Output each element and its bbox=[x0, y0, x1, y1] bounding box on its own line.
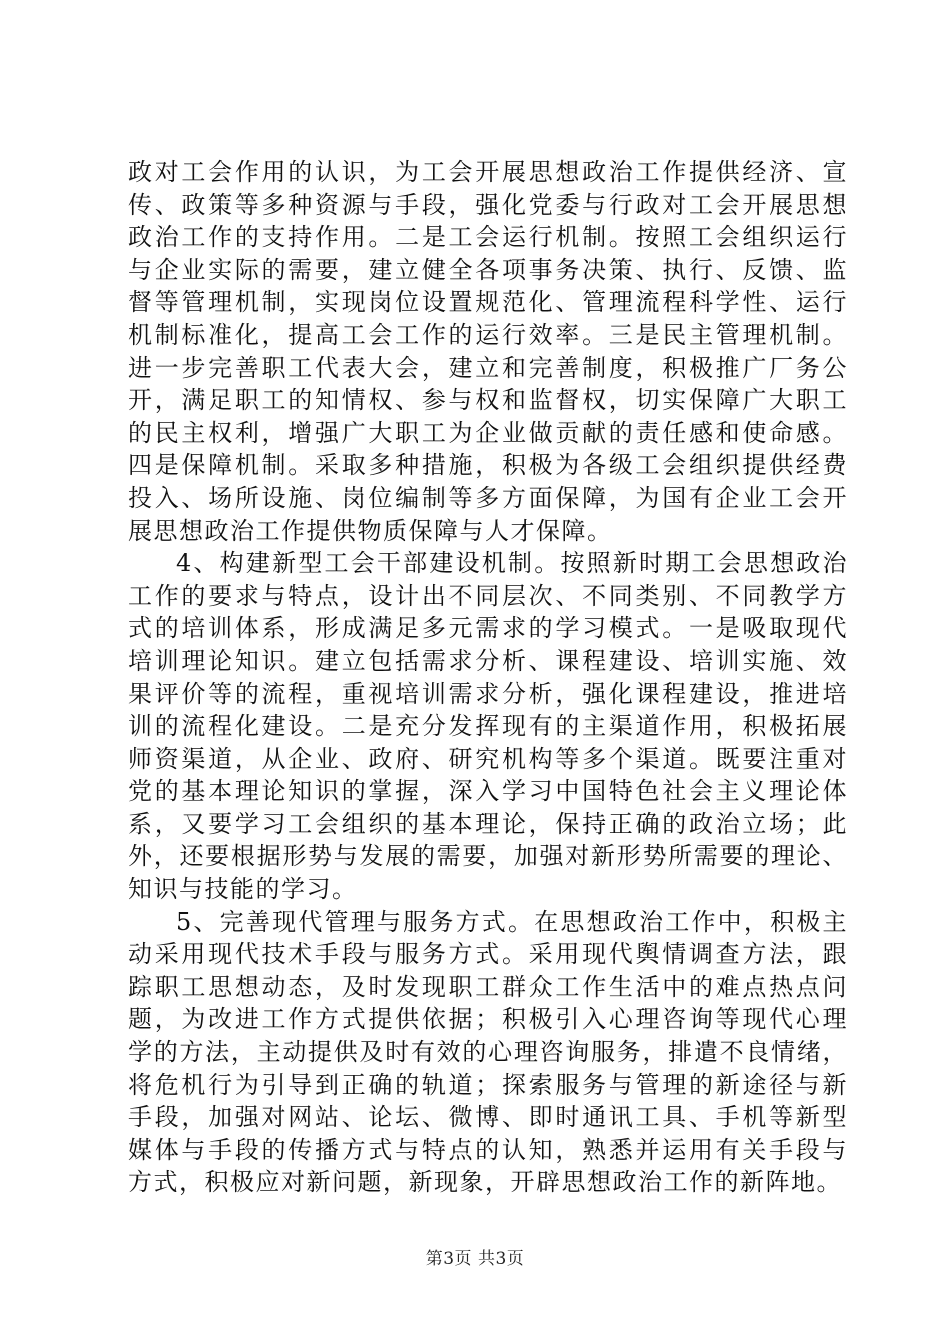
text-line: 培训理论知识。建立包括需求分析、课程建设、培训实施、效 bbox=[128, 646, 848, 675]
text-line: 政对工会作用的认识，为工会开展思想政治工作提供经济、宣 bbox=[128, 158, 848, 186]
text-line: 系，又要学习工会组织的基本理论，保持正确的政治立场；此 bbox=[128, 809, 848, 838]
text-line: 外，还要根据形势与发展的需要，加强对新形势所需要的理论、 bbox=[128, 842, 848, 871]
paragraph bbox=[128, 156, 848, 547]
text-line: 政治工作的支持作用。二是工会运行机制。按照工会组织运行 bbox=[128, 223, 848, 252]
text-line: 学的方法，主动提供及时有效的心理咨询服务，排遣不良情绪， bbox=[128, 1038, 848, 1067]
text-line: 果评价等的流程，重视培训需求分析，强化课程建设，推进培 bbox=[128, 679, 848, 708]
text-line: 训的流程化建设。二是充分发挥现有的主渠道作用，积极拓展 bbox=[128, 712, 848, 741]
text-line: 动采用现代技术手段与服务方式。采用现代舆情调查方法，跟 bbox=[128, 940, 848, 969]
text-line: 的民主权利，增强广大职工为企业做贡献的责任感和使命感。 bbox=[128, 418, 848, 447]
text-line: 4、构建新型工会干部建设机制。按照新时期工会思想政治 bbox=[176, 549, 848, 578]
paragraph bbox=[128, 906, 848, 1199]
text-line: 踪职工思想动态，及时发现职工群众工作生活中的难点热点问 bbox=[128, 972, 848, 1001]
paragraph bbox=[128, 547, 848, 906]
text-line: 知识与技能的学习。 bbox=[128, 875, 358, 904]
text-line: 师资渠道，从企业、政府、研究机构等多个渠道。既要注重对 bbox=[128, 744, 848, 773]
page-footer: 第3页 共3页 bbox=[425, 1249, 525, 1269]
text-line: 与企业实际的需要，建立健全各项事务决策、执行、反馈、监 bbox=[128, 255, 848, 284]
text-line: 工作的要求与特点，设计出不同层次、不同类别、不同教学方 bbox=[128, 581, 848, 610]
text-line: 传、政策等多种资源与手段，强化党委与行政对工会开展思想 bbox=[128, 190, 848, 219]
text-line: 5、完善现代管理与服务方式。在思想政治工作中，积极主 bbox=[176, 907, 848, 936]
text-line: 方式，积极应对新问题，新现象，开辟思想政治工作的新阵地。 bbox=[128, 1168, 842, 1197]
text-line: 手段，加强对网站、论坛、微博、即时通讯工具、手机等新型 bbox=[128, 1103, 848, 1132]
text-line: 进一步完善职工代表大会，建立和完善制度，积极推广厂务公 bbox=[128, 353, 848, 382]
text-line: 媒体与手段的传播方式与特点的认知，熟悉并运用有关手段与 bbox=[128, 1135, 848, 1164]
text-line: 机制标准化，提高工会工作的运行效率。三是民主管理机制。 bbox=[128, 320, 848, 349]
text-line: 党的基本理论知识的掌握，深入学习中国特色社会主义理论体 bbox=[128, 777, 848, 806]
text-line: 将危机行为引导到正确的轨道；探索服务与管理的新途径与新 bbox=[128, 1070, 848, 1099]
text-line: 开，满足职工的知情权、参与权和监督权，切实保障广大职工 bbox=[128, 386, 848, 415]
text-line: 展思想政治工作提供物质保障与人才保障。 bbox=[128, 516, 613, 545]
text-line: 投入、场所设施、岗位编制等多方面保障，为国有企业工会开 bbox=[128, 483, 848, 512]
document-body bbox=[128, 156, 848, 1199]
text-line: 督等管理机制，实现岗位设置规范化、管理流程科学性、运行 bbox=[128, 288, 848, 317]
text-line: 题，为改进工作方式提供依据；积极引入心理咨询等现代心理 bbox=[128, 1005, 848, 1034]
text-line: 四是保障机制。采取多种措施，积极为各级工会组织提供经费 bbox=[128, 451, 848, 480]
text-line: 式的培训体系，形成满足多元需求的学习模式。一是吸取现代 bbox=[128, 614, 848, 643]
